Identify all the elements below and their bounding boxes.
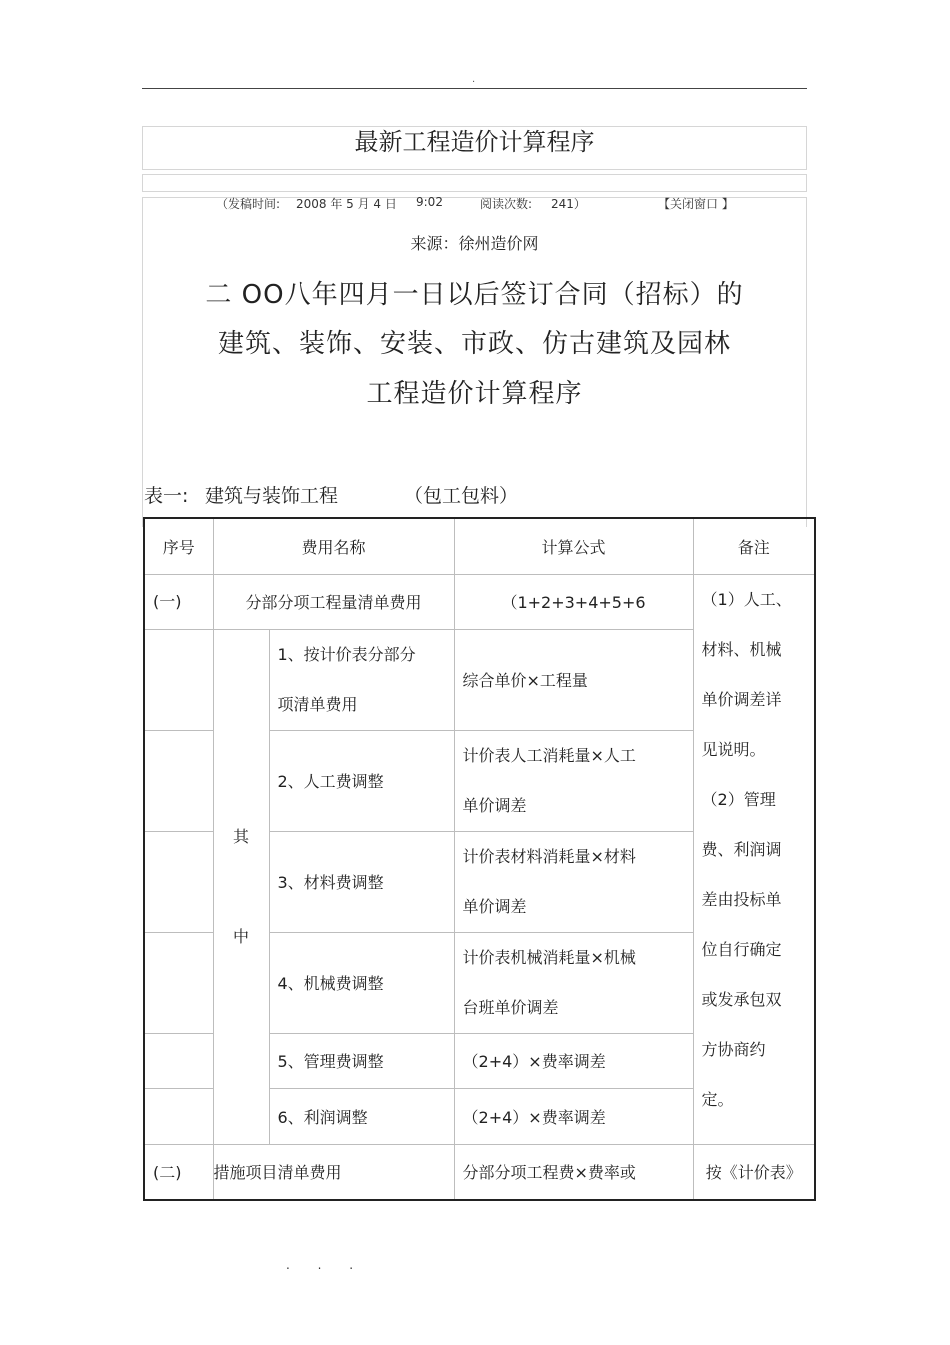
table-row <box>144 574 815 629</box>
sub6-formula: （2+4）×费率调差 <box>454 1088 693 1144</box>
table-header-row <box>144 518 815 574</box>
sub-no-empty <box>144 932 213 1033</box>
sub2-formula-a: 计价表人工消耗量×人工 <box>462 745 636 765</box>
sub5-name: 5、管理费调整 <box>269 1033 454 1088</box>
remark-line: 或发承包双 <box>701 989 782 1009</box>
zhong-label: 中 <box>232 926 249 946</box>
sub3-formula-b: 单价调差 <box>462 896 527 916</box>
sub-no-empty <box>144 1088 213 1144</box>
posted-date: 2008 年 5 月 4 日 <box>296 197 397 211</box>
sub-no-empty <box>144 831 213 932</box>
reads-value: 241） <box>551 197 586 211</box>
reads-label: 阅读次数: <box>480 197 533 211</box>
qi-label: 其 <box>232 826 249 846</box>
sub4-formula-b: 台班单价调差 <box>462 997 559 1017</box>
header-remark: 备注 <box>693 518 815 574</box>
sub1-name-a: 1、按计价表分部分 <box>277 644 416 664</box>
row2-name: 措施项目清单费用 <box>213 1144 454 1200</box>
posted-label: （发稿时间: <box>216 197 281 211</box>
sub1-formula: 综合单价×工程量 <box>454 629 693 730</box>
sub1-name-b: 项清单费用 <box>277 694 358 714</box>
remark-line: 定。 <box>701 1089 734 1109</box>
cost-table <box>143 517 816 1201</box>
header-rule <box>142 88 807 89</box>
remark-line: 费、利润调 <box>701 839 782 859</box>
sub2-formula <box>454 730 693 831</box>
footer-dots: . . . <box>286 1258 366 1272</box>
sub3-formula-a: 计价表材料消耗量×材料 <box>462 846 636 866</box>
sub3-formula <box>454 831 693 932</box>
sub-no-empty <box>144 629 213 730</box>
remark-line: 材料、机械 <box>701 639 782 659</box>
table-caption-name: 建筑与装饰工程 <box>205 485 339 507</box>
remark-line: （1）人工、 <box>701 589 792 609</box>
sub4-name: 4、机械费调整 <box>269 932 454 1033</box>
sub2-formula-b: 单价调差 <box>462 795 527 815</box>
close-window-link[interactable]: 【关闭窗口 】 <box>658 197 734 211</box>
row2-formula: 分部分项工程费×费率或 <box>454 1144 693 1200</box>
row2-remark: 按《计价表》 <box>693 1144 815 1200</box>
remark-line: （2）管理 <box>701 789 776 809</box>
row1-no: (一) <box>144 574 213 629</box>
heading-line-3: 工程造价计算程序 <box>366 379 583 409</box>
page-title: 最新工程造价计算程序 <box>354 128 595 156</box>
sub1-name <box>269 629 454 730</box>
remark-cell <box>693 574 815 1144</box>
row1-formula: （1+2+3+4+5+6 <box>454 574 693 629</box>
sub4-formula <box>454 932 693 1033</box>
heading-line-2: 建筑、装饰、安装、市政、仿古建筑及园林 <box>217 329 731 359</box>
row1-name: 分部分项工程量清单费用 <box>213 574 454 629</box>
header-dot: . <box>472 74 476 85</box>
sub2-name: 2、人工费调整 <box>269 730 454 831</box>
remark-line: 位自行确定 <box>701 939 782 959</box>
sub3-name: 3、材料费调整 <box>269 831 454 932</box>
sub-no-empty <box>144 730 213 831</box>
table-row <box>144 1144 815 1200</box>
heading-line-1: 二 OO八年四月一日以后签订合同（招标）的 <box>205 280 744 310</box>
remark-line: 单价调差详 <box>701 689 782 709</box>
sub6-name: 6、利润调整 <box>269 1088 454 1144</box>
remark-line: 差由投标单 <box>701 889 782 909</box>
header-formula: 计算公式 <box>454 518 693 574</box>
sub-no-empty <box>144 1033 213 1088</box>
remark-line: 方协商约 <box>701 1039 766 1059</box>
table-caption-suffix: （包工包料） <box>404 485 519 507</box>
header-name: 费用名称 <box>213 518 454 574</box>
posted-time: 9:02 <box>416 195 443 209</box>
table-caption-prefix: 表一: <box>144 485 189 507</box>
spacer-frame <box>142 174 807 192</box>
remark-line: 见说明。 <box>701 739 766 759</box>
header-no: 序号 <box>144 518 213 574</box>
source-line: 来源：徐州造价网 <box>410 234 539 253</box>
sub4-formula-a: 计价表机械消耗量×机械 <box>462 947 636 967</box>
row2-no: (二) <box>144 1144 213 1200</box>
qi-zhong-cell <box>213 629 269 1144</box>
sub5-formula: （2+4）×费率调差 <box>454 1033 693 1088</box>
